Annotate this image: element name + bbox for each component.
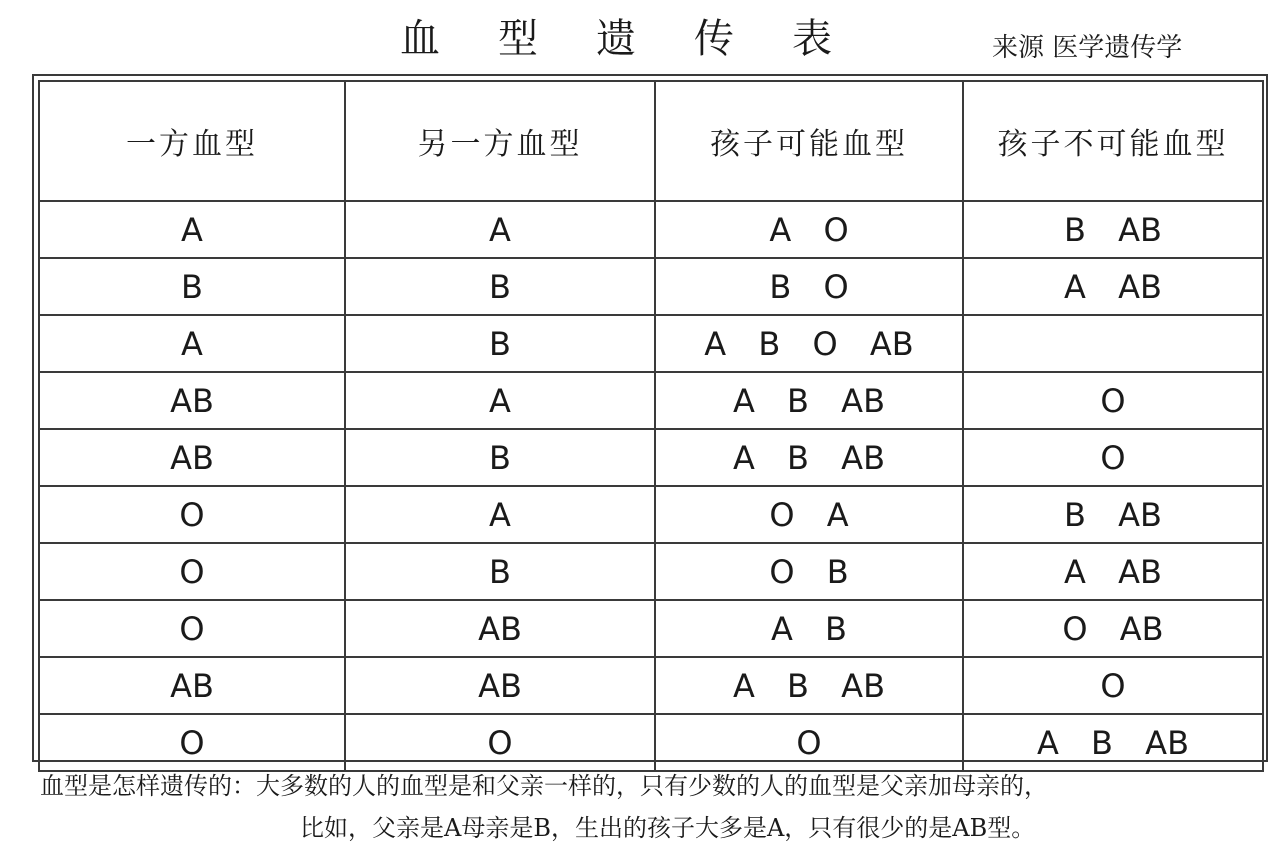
table-header-row: [39, 81, 1263, 201]
header-parent-one: 一方血型: [39, 81, 345, 201]
cell-parent-one: A: [39, 201, 345, 258]
cell-parent-one: O: [39, 543, 345, 600]
cell-child-impossible: [963, 315, 1263, 372]
table-row: [39, 201, 1263, 258]
cell-parent-two: B: [345, 429, 655, 486]
cell-child-possible: A B AB: [655, 657, 963, 714]
table-row: [39, 315, 1263, 372]
header-child-impossible: 孩子不可能血型: [963, 81, 1263, 201]
cell-child-impossible: O AB: [963, 600, 1263, 657]
table-row: [39, 714, 1263, 771]
cell-child-impossible: O: [963, 429, 1263, 486]
table-row: [39, 657, 1263, 714]
cell-child-possible: A B AB: [655, 372, 963, 429]
table-row: [39, 258, 1263, 315]
table-row: [39, 429, 1263, 486]
cell-child-impossible: A B AB: [963, 714, 1263, 771]
cell-child-possible: A O: [655, 201, 963, 258]
cell-child-impossible: B AB: [963, 486, 1263, 543]
explanation-note-line-2: 比如，父亲是A母亲是B，生出的孩子大多是A，只有很少的是AB型。: [300, 814, 1036, 842]
cell-child-possible: O B: [655, 543, 963, 600]
cell-child-impossible: A AB: [963, 258, 1263, 315]
cell-child-possible: O A: [655, 486, 963, 543]
cell-parent-one: O: [39, 714, 345, 771]
source-label: 来源 医学遗传学: [992, 33, 1183, 63]
cell-parent-one: AB: [39, 429, 345, 486]
cell-child-impossible: B AB: [963, 201, 1263, 258]
page-title: 血型遗传表: [400, 16, 890, 62]
cell-parent-one: O: [39, 600, 345, 657]
header-parent-two: 另一方血型: [345, 81, 655, 201]
header-child-possible: 孩子可能血型: [655, 81, 963, 201]
table-row: [39, 543, 1263, 600]
cell-child-impossible: O: [963, 657, 1263, 714]
explanation-note-line-1: 血型是怎样遗传的：大多数的人的血型是和父亲一样的，只有少数的人的血型是父亲加母亲的，: [40, 772, 1048, 800]
cell-parent-one: AB: [39, 372, 345, 429]
cell-child-possible: A B O AB: [655, 315, 963, 372]
cell-parent-one: O: [39, 486, 345, 543]
cell-parent-one: AB: [39, 657, 345, 714]
cell-child-possible: O: [655, 714, 963, 771]
cell-parent-one: B: [39, 258, 345, 315]
table-row: [39, 486, 1263, 543]
cell-parent-two: A: [345, 201, 655, 258]
cell-child-possible: A B AB: [655, 429, 963, 486]
cell-parent-two: A: [345, 372, 655, 429]
cell-parent-two: AB: [345, 600, 655, 657]
cell-parent-two: B: [345, 315, 655, 372]
cell-parent-one: A: [39, 315, 345, 372]
cell-parent-two: B: [345, 543, 655, 600]
cell-child-possible: A B: [655, 600, 963, 657]
cell-child-impossible: O: [963, 372, 1263, 429]
cell-parent-two: A: [345, 486, 655, 543]
cell-parent-two: AB: [345, 657, 655, 714]
cell-parent-two: O: [345, 714, 655, 771]
table-row: [39, 600, 1263, 657]
table-row: [39, 372, 1263, 429]
cell-parent-two: B: [345, 258, 655, 315]
cell-child-possible: B O: [655, 258, 963, 315]
blood-type-table: [38, 80, 1264, 772]
cell-child-impossible: A AB: [963, 543, 1263, 600]
